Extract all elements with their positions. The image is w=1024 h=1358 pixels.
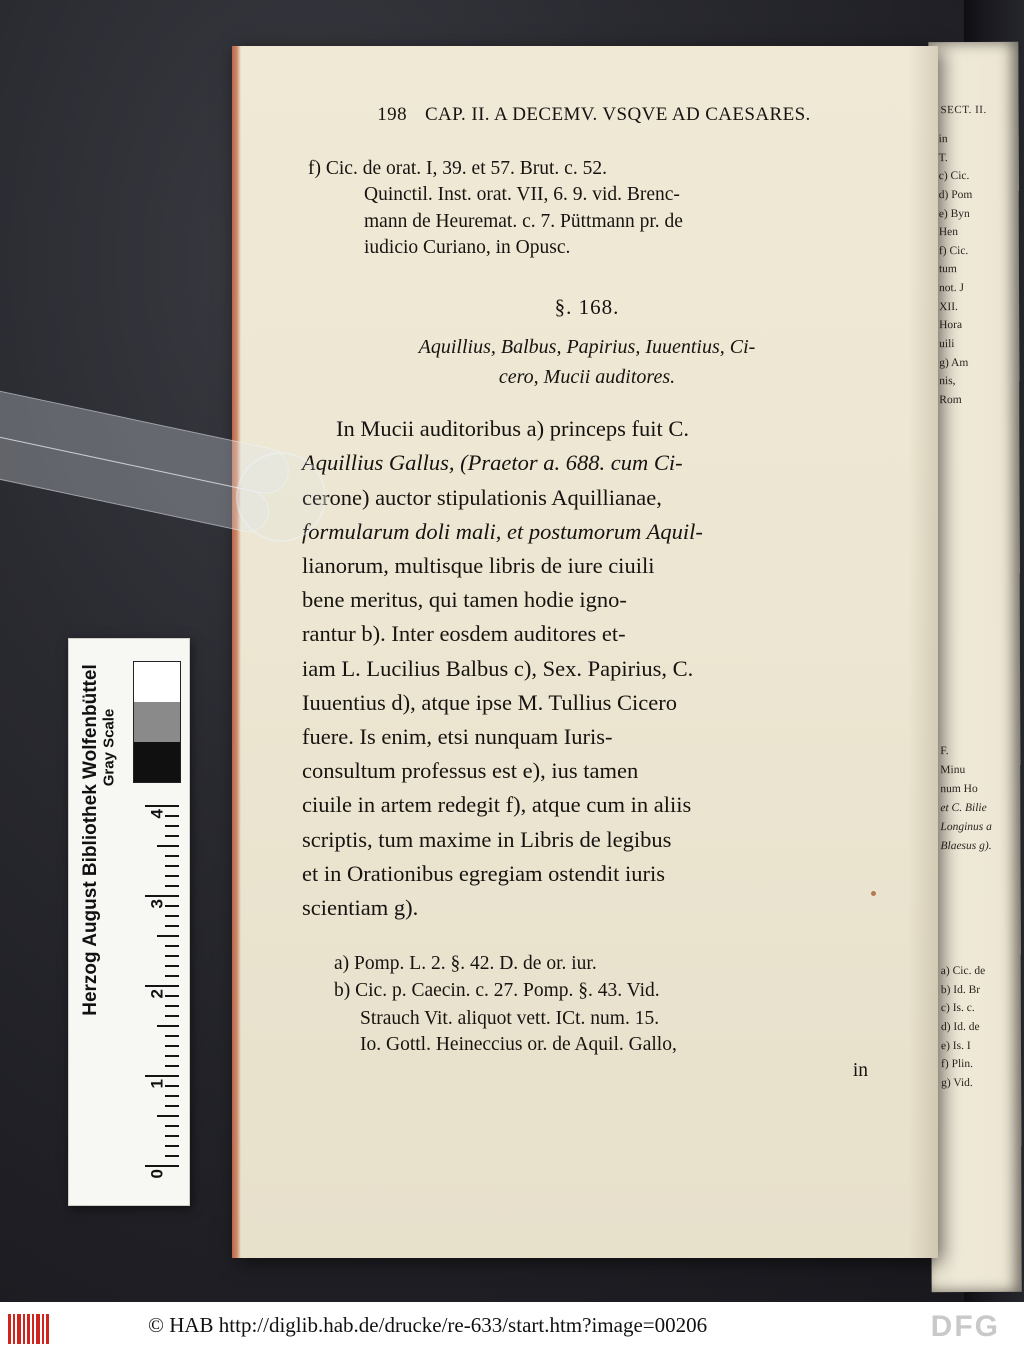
ruler	[121, 799, 179, 1191]
footnote-a-marker: a)	[334, 953, 350, 975]
body-line: Iuuentius d), atque ipse M. Tullius Cicero	[302, 689, 677, 715]
scanned-page	[232, 46, 938, 1258]
section-title-line-2: cero, Mucii auditores.	[498, 366, 676, 389]
ruler-number-3: 3	[147, 899, 166, 909]
footnote-b-line-2: Strauch Vit. aliquot vett. ICt. num. 15.	[360, 1007, 660, 1029]
footnote-b-marker: b)	[334, 980, 351, 1002]
top-footnote-marker: f)	[308, 158, 321, 179]
patch-white	[134, 662, 180, 702]
page-content	[302, 104, 872, 1085]
grayscale-ruler-card	[68, 638, 190, 1206]
catchword: in	[852, 1060, 868, 1082]
dfg-logo: DFG	[930, 1310, 1000, 1343]
body-line: cerone) auctor stipulationis Aquillianae,	[302, 484, 662, 510]
library-label: Herzog August Bibliothek Wolfenbüttel	[80, 664, 101, 1016]
facing-page-right	[928, 42, 1021, 1292]
facing-page-column-bottom: a) Cic. de b) Id. Br c) Is. c. d) Id. de e) Is. I f) Plin. g) Vid.	[940, 964, 986, 1089]
footnote-a-text: Pomp. L. 2. §. 42. D. de or. iur.	[354, 953, 597, 975]
ruler-number-1: 1	[147, 1079, 166, 1089]
body-line: In Mucii auditoribus a) princeps fuit C.	[336, 416, 690, 442]
facing-page-column-mid: F. Minu num Ho et C. Bilie Longinus a Blaesus g).	[940, 745, 992, 853]
body-line: scientiam g).	[302, 894, 419, 920]
body-line: fuere. Is enim, etsi nunquam Iuris-	[302, 723, 613, 749]
body-line: rantur b). Inter eosdem auditores et-	[302, 621, 626, 647]
body-line: ciuile in artem redegit f), atque cum in aliis	[302, 792, 692, 818]
ruler-number-4: 4	[147, 809, 166, 819]
body-line: bene meritus, qui tamen hodie igno-	[302, 587, 627, 613]
copyright-credit: © HAB http://diglib.hab.de/drucke/re-633/start.htm?image=00206	[148, 1313, 708, 1337]
section-number: §. 168.	[554, 295, 620, 320]
facing-page-column-top: in T. c) Cic. d) Pom e) Byn Hen f) Cic. tum not. J XII. Hora uili g) Am nis, Rom	[938, 133, 973, 406]
gray-scale-label: Gray Scale	[100, 708, 118, 787]
body-line: scriptis, tum maxime in Libris de legibus	[302, 826, 672, 852]
gray-scale-patches	[133, 661, 181, 783]
bottom-footnotes	[302, 951, 872, 1085]
body-line: iam L. Lucilius Balbus c), Sex. Papirius, C.	[302, 655, 694, 681]
patch-black	[134, 742, 180, 782]
top-footnote	[302, 156, 872, 261]
body-line: et in Orationibus egregiam ostendit iuris	[302, 860, 666, 886]
footnote-b-text: Cic. p. Caecin. c. 27. Pomp. §. 43. Vid.	[355, 980, 660, 1002]
top-footnote-line-1: Cic. de orat. I, 39. et 57. Brut. c. 52.	[325, 158, 607, 179]
page-number: 198	[377, 104, 407, 125]
body-line: formularum doli mali, et postumorum Aquil-	[302, 518, 703, 544]
footnote-b-line-3: Io. Gottl. Heineccius or. de Aquil. Gallo,	[360, 1034, 677, 1055]
footnote-b	[334, 978, 872, 1004]
top-footnote-line-2: Quinctil. Inst. orat. VII, 6. 9. vid. Brenc-	[364, 184, 680, 206]
ruler-number-0: 0	[147, 1169, 166, 1179]
top-footnote-line-4: iudicio Curiano, in Opusc.	[364, 236, 571, 258]
ruler-number-2: 2	[147, 989, 166, 999]
running-head-text: CAP. II. A DECEMV. VSQVE AD CAESARES.	[424, 104, 811, 125]
facing-page-running-head: SECT. II.	[940, 103, 987, 117]
body-line: Aquillius Gallus, (Praetor a. 688. cum Ci-	[302, 450, 683, 476]
top-footnote-line-3: mann de Heuremat. c. 7. Püttmann pr. de	[364, 210, 683, 232]
body-text	[302, 412, 872, 925]
body-line: consultum professus est e), ius tamen	[302, 758, 639, 784]
section-title	[302, 332, 872, 392]
patch-gray	[134, 702, 180, 742]
body-line: lianorum, multisque libris de iure ciuili	[302, 553, 655, 578]
footnote-a	[334, 951, 872, 977]
running-head	[316, 104, 872, 126]
barcode-icon	[8, 1314, 52, 1344]
section-title-line-1: Aquillius, Balbus, Papirius, Iuuentius, Ci-	[418, 336, 756, 359]
ink-speck	[871, 891, 876, 896]
